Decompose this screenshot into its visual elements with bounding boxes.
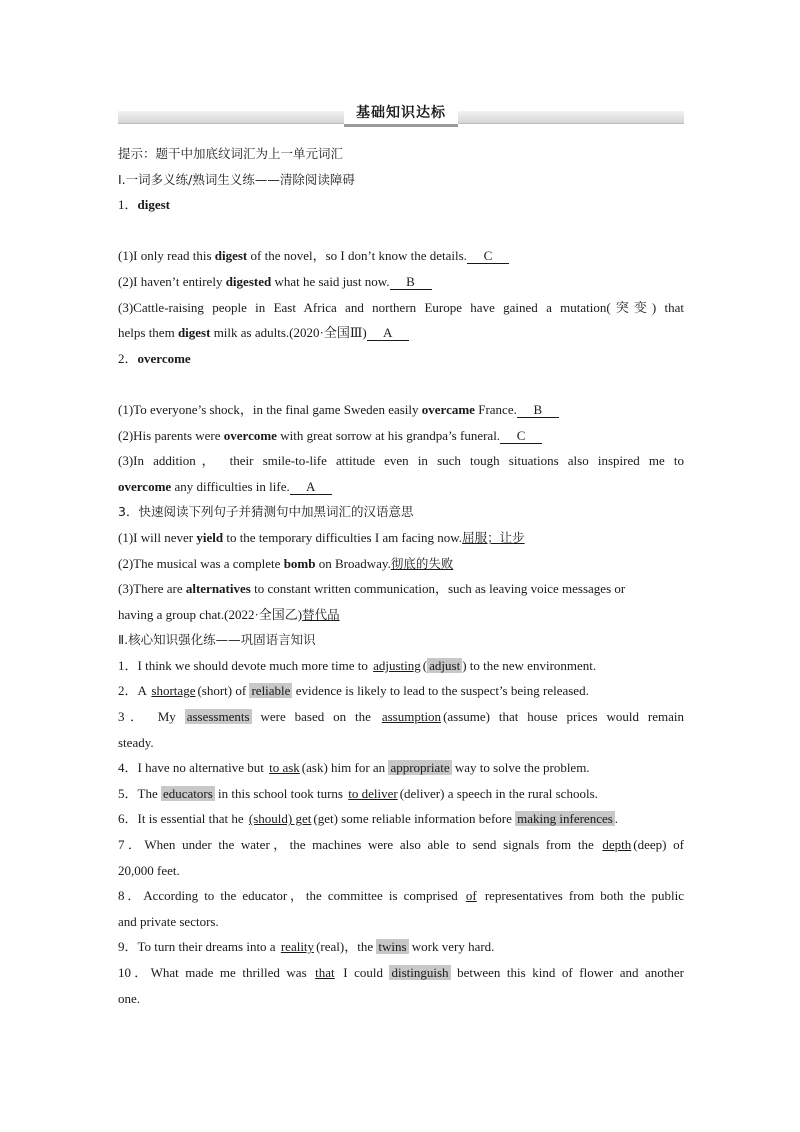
answer-text: depth <box>602 837 632 853</box>
s2-item-1: 1．I think we should devote much more time to adjusting ( adjust ) to the new environment. <box>118 657 597 673</box>
highlighted-word: adjust <box>429 657 461 673</box>
answer-text: adjusting <box>373 657 421 673</box>
s2-item-7-line-2: 20,000 feet. <box>118 862 180 878</box>
highlighted-word: assessments <box>186 709 250 725</box>
q1-word: digest <box>137 197 171 213</box>
q2-item-3-line-2: overcome any difficulties in life. A <box>118 474 684 500</box>
answer-text: reality <box>280 939 315 955</box>
keyword: digested <box>225 273 272 289</box>
s2-item-5: 5．The educators in this school took turns to deliver (deliver) a speech in the rural schools. <box>118 785 598 801</box>
keyword: overcome <box>118 478 172 494</box>
worksheet-page <box>118 98 684 1011</box>
keyword: alternatives <box>185 581 251 597</box>
keyword: overcome <box>223 427 277 443</box>
answer-text: of <box>465 888 477 904</box>
keyword: bomb <box>283 555 316 571</box>
q2-item-1: (1)To everyone’s shock，in the final game Sweden easily overcame France. B <box>118 397 684 423</box>
hint-text: 提示：题干中加底纹词汇为上一单元词汇 <box>118 146 344 161</box>
q1-item-2: (2)I haven’t entirely digested what he said just now. B <box>118 269 684 295</box>
answer-blank: B <box>517 402 559 418</box>
answer-text: 屈服；让步 <box>462 529 525 545</box>
keyword: digest <box>177 325 211 341</box>
answer-blank: B <box>390 274 432 290</box>
q3-item-2: (2)The musical was a complete bomb on Broadway.彻底的失败 <box>118 555 454 571</box>
section-1-heading: Ⅰ.一词多义练/熟词生义练——清除阅读障碍 <box>118 171 355 187</box>
s2-item-9: 9．To turn their dreams into a reality (real)，the twins work very hard. <box>118 939 495 955</box>
banner-title: 基础知识达标 <box>344 102 458 127</box>
s2-item-2: 2．A shortage (short) of reliable evidence is likely to lead to the suspect’s being released. <box>118 683 589 699</box>
s2-item-6: 6．It is essential that he (should) get (get) some reliable information before making inferences . <box>118 811 619 827</box>
s2-item-3-line-2: steady. <box>118 734 154 750</box>
q2-item-3-line-1: (3)In addition， their smile-to-life attitude even in such tough situations also inspired me to <box>118 453 684 469</box>
keyword: digest <box>214 248 248 264</box>
q1-item-3-line-2: helps them digest milk as adults.(2020·全国Ⅲ) A <box>118 320 684 346</box>
answer-text: assumption <box>381 709 442 725</box>
highlighted-word: educators <box>162 785 213 801</box>
answer-text: to ask <box>269 760 300 776</box>
answer-blank: A <box>290 479 332 495</box>
answer-blank: A <box>367 325 409 341</box>
highlighted-word: making inferences <box>517 811 613 827</box>
s2-item-10-line-2: one. <box>118 990 141 1006</box>
q3-item-1: (1)I will never yield to the temporary difficulties I am facing now.屈服；让步 <box>118 529 525 545</box>
highlighted-word: twins <box>378 939 407 955</box>
q1-item-3-line-1: (3)Cattle-raising people in East Africa and northern Europe have gained a mutation(突变) that <box>118 299 684 315</box>
s2-item-7-line-1: 7．When under the water，the machines were also able to send signals from the depth (deep) of <box>118 837 684 853</box>
answer-blank: C <box>500 428 542 444</box>
answer-text: shortage <box>151 683 196 699</box>
keyword: yield <box>196 529 224 545</box>
section-banner <box>118 98 684 128</box>
q2-heading <box>118 346 684 372</box>
s2-item-3-line-1: 3． My assessments were based on the assumption (assume) that house prices would remain <box>118 709 684 725</box>
q2-word: overcome <box>137 350 191 366</box>
highlighted-word: reliable <box>251 683 291 699</box>
s2-item-8-line-1: 8．According to the educator，the committee is comprised of representatives from both the public <box>118 888 684 904</box>
q3-item-3-line-2: having a group chat.(2022·全国乙)替代品 <box>118 606 340 622</box>
answer-text: that <box>315 965 335 980</box>
q3-item-3-line-1: (3)There are alternatives to constant written communication，such as leaving voice messages or <box>118 581 626 597</box>
answer-text: 替代品 <box>302 606 340 622</box>
q1-heading <box>118 192 684 218</box>
q1-item-1: (1)I only read this digest of the novel，so I don’t know the details. C <box>118 243 684 269</box>
keyword: overcame <box>421 401 475 417</box>
s2-item-4: 4．I have no alternative but to ask (ask) him for an appropriate way to solve the problem. <box>118 760 590 776</box>
answer-text: (should) get <box>248 811 312 827</box>
answer-blank: C <box>467 248 509 264</box>
q3-heading: 3．快速阅读下列句子并猜测句中加黑词汇的汉语意思 <box>118 504 414 520</box>
s2-item-8-line-2: and private sectors. <box>118 913 219 929</box>
q2-item-2: (2)His parents were overcome with great sorrow at his grandpa’s funeral. C <box>118 423 684 449</box>
highlighted-word: distinguish <box>391 965 449 980</box>
q2-label: 2． <box>118 350 138 366</box>
s2-item-10-line-1: 10．What made me thrilled was that I could distinguish between this kind of flower and another <box>118 965 684 980</box>
q1-label: 1． <box>118 197 138 213</box>
highlighted-word: appropriate <box>390 760 450 776</box>
answer-text: 彻底的失败 <box>390 555 454 571</box>
answer-text: to deliver <box>348 785 398 801</box>
section-2-heading: Ⅱ.核心知识强化练——巩固语言知识 <box>118 632 316 648</box>
